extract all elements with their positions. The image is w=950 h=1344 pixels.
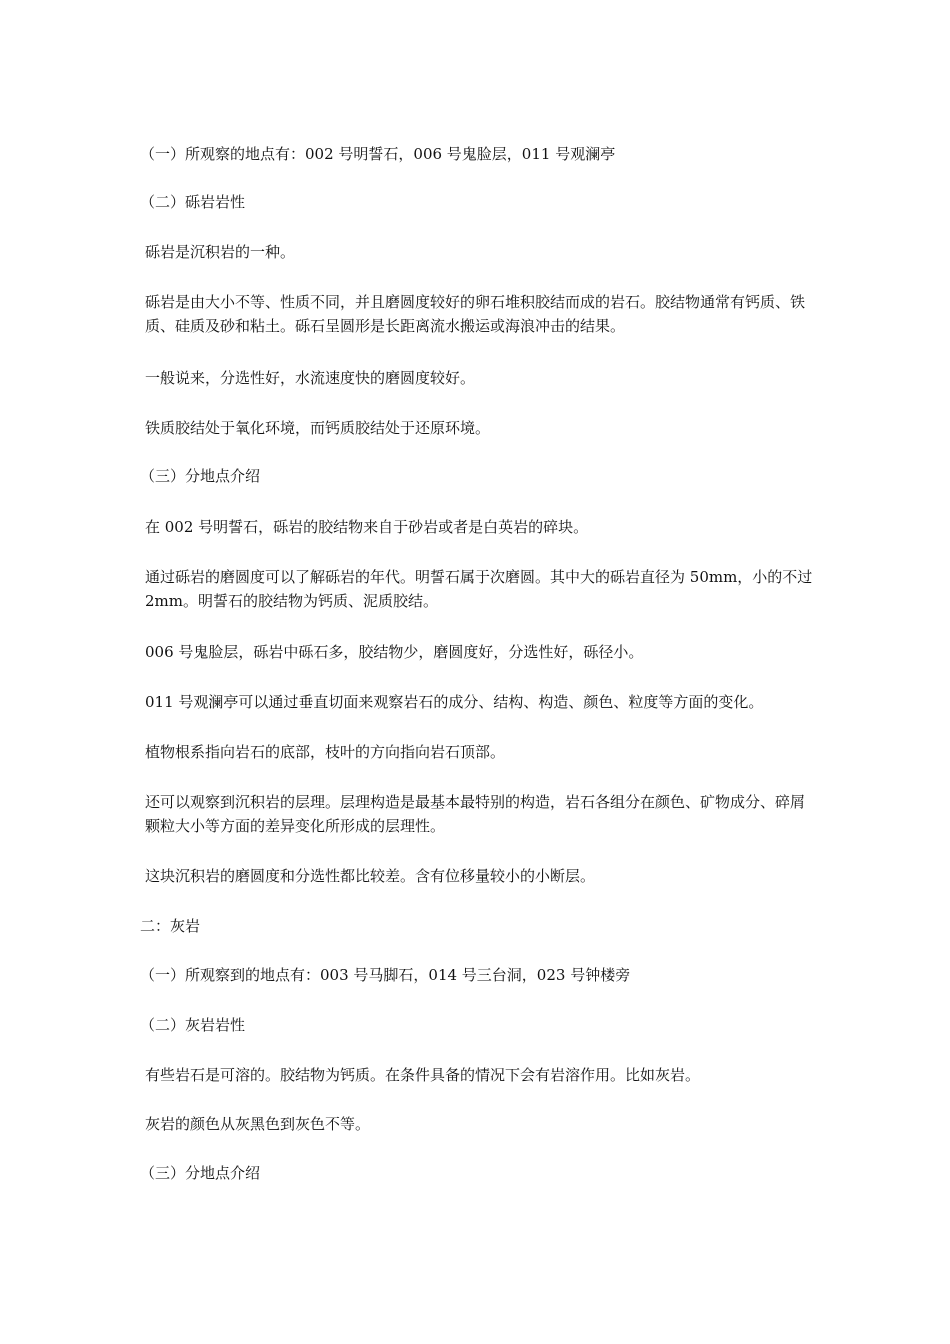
paragraph-site-002: 在 002 号明誓石，砾岩的胶结物来自于砂岩或者是白英岩的碎块。 — [145, 518, 589, 536]
paragraph-bedding: 还可以观察到沉积岩的层理。层理构造是最基本最特别的构造，岩石各组分在颜色、矿物成分、碎屑颗粒大小等方面的差异变化所形成的层理性。 — [145, 793, 806, 835]
paragraph-conglomerate-definition: 砾岩是沉积岩的一种。 — [145, 243, 296, 261]
paragraph-site-006: 006 号鬼脸层，砾岩中砾石多，胶结物少，磨圆度好，分选性好，砾径小。 — [145, 643, 644, 661]
section-heading-site-intro-1: （三）分地点介绍 — [140, 467, 261, 485]
paragraph-conglomerate-composition: 砾岩是由大小不等、性质不同，并且磨圆度较好的卵石堆积胶结而成的岩石。胶结物通常有钙质、铁质、硅质及砂和粘土。砾石呈圆形是长距离流水搬运或海浪冲击的结果。 — [145, 293, 806, 335]
chapter-heading-limestone: 二：灰岩 — [140, 917, 201, 935]
paragraph-roundness-age: 通过砾岩的磨圆度可以了解砾岩的年代。明誓石属于次磨圆。其中大的砾岩直径为 50mm，小的不过 2mm。明誓石的胶结物为钙质、泥质胶结。 — [145, 568, 813, 610]
paragraph-karst: 有些岩石是可溶的。胶结物为钙质。在条件具备的情况下会有岩溶作用。比如灰岩。 — [145, 1066, 701, 1084]
section-heading-limestone-lithology: （二）灰岩岩性 — [140, 1016, 246, 1034]
paragraph-sorting: 一般说来，分选性好，水流速度快的磨圆度较好。 — [145, 369, 476, 387]
section-heading-conglomerate-lithology: （二）砾岩岩性 — [140, 193, 246, 211]
paragraph-limestone-color: 灰岩的颜色从灰黑色到灰色不等。 — [145, 1115, 371, 1133]
section-heading-observation-sites-2: （一）所观察到的地点有：003 号马脚石，014 号三台洞，023 号钟楼旁 — [140, 966, 631, 984]
section-heading-observation-sites-1: （一）所观察的地点有：002 号明誓石，006 号鬼脸层，011 号观澜亭 — [140, 145, 616, 163]
paragraph-plant-roots: 植物根系指向岩石的底部，枝叶的方向指向岩石顶部。 — [145, 743, 506, 761]
section-heading-site-intro-2: （三）分地点介绍 — [140, 1164, 261, 1182]
paragraph-site-011: 011 号观澜亭可以通过垂直切面来观察岩石的成分、结构、构造、颜色、粒度等方面的变化。 — [145, 693, 764, 711]
paragraph-cement-environment: 铁质胶结处于氧化环境，而钙质胶结处于还原环境。 — [145, 419, 491, 437]
paragraph-small-fault: 这块沉积岩的磨圆度和分选性都比较差。含有位移量较小的小断层。 — [145, 867, 596, 885]
